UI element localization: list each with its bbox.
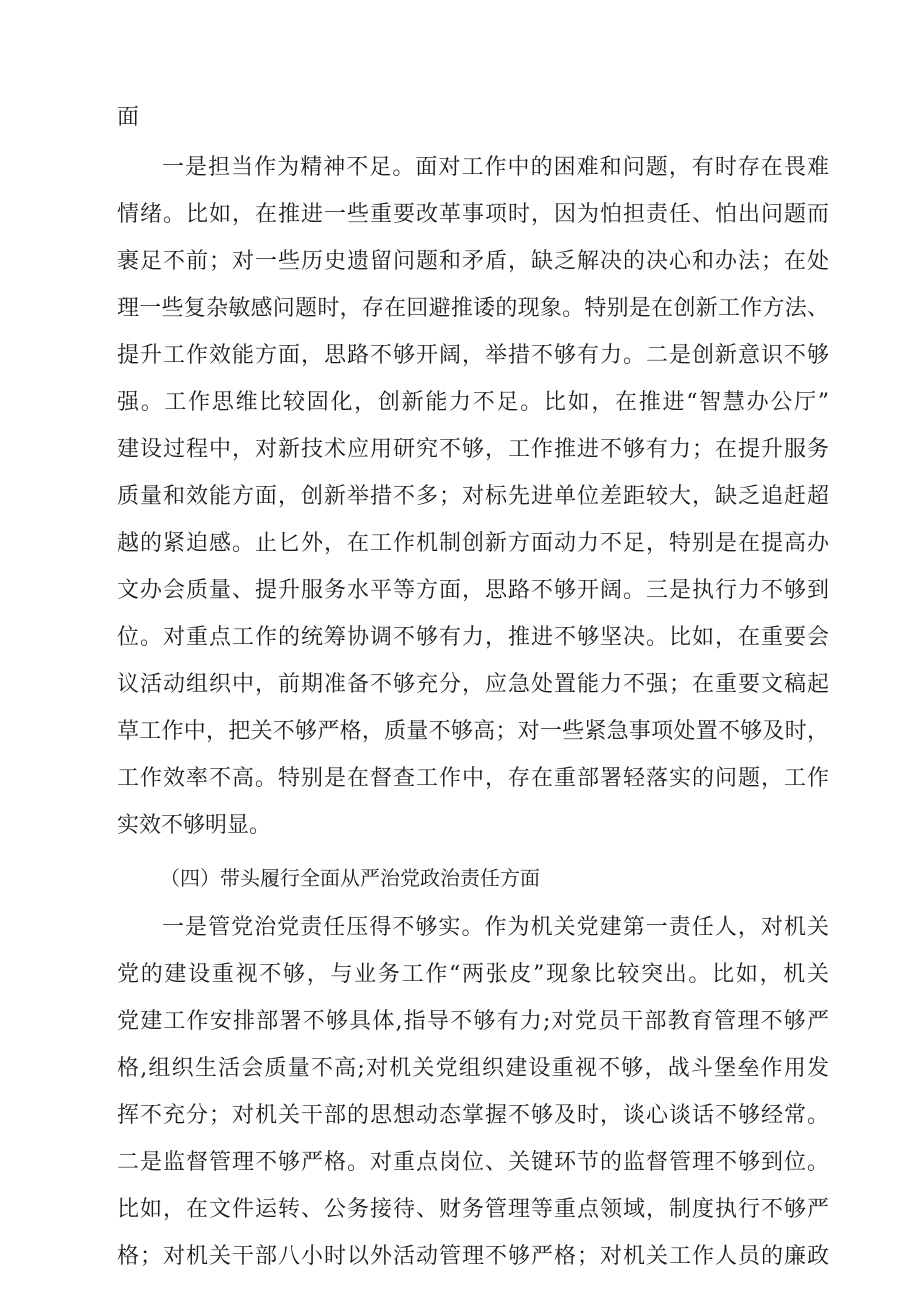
paragraph-line-8: 建设过程中，对新技术应用研究不够，工作推进不够有力；在提升服务 (117, 437, 829, 462)
paragraph-line-12: 位。对重点工作的统筹协调不够有力，推进不够坚决。比如，在重要会 (117, 625, 829, 650)
paragraph-line-15: 工作效率不高。特别是在督查工作中，存在重部署轻落实的问题，工作 (117, 766, 829, 791)
paragraph-line-25: 格；对机关干部八小时以外活动管理不够严格；对机关工作人员的廉政 (117, 1244, 829, 1269)
paragraph-line-16: 实效不够明显。 (117, 813, 272, 838)
paragraph-line-3: 情绪。比如，在推进一些重要改革事项时，因为怕担责任、怕出问题而 (117, 202, 829, 227)
paragraph-line-20: 党建工作安排部署不够具体,指导不够有力;对党员干部教育管理不够严 (117, 1009, 829, 1034)
paragraph-line-6: 提升工作效能方面，思路不够开阔，举措不够有力。二是创新意识不够 (117, 343, 829, 368)
section-heading: （四）带头履行全面从严治党政治责任方面 (160, 866, 540, 890)
paragraph-line-19: 党的建设重视不够，与业务工作“两张皮”现象比较突出。比如，机关 (117, 962, 829, 987)
text-line-1: 面 (117, 105, 140, 130)
paragraph-line-2: 一是担当作为精神不足。面对工作中的困难和问题，有时存在畏难 (162, 155, 829, 180)
paragraph-line-7: 强。工作思维比较固化，创新能力不足。比如，在推进“智慧办公厅” (117, 390, 829, 415)
paragraph-line-24: 比如，在文件运转、公务接待、财务管理等重点领域，制度执行不够严 (117, 1197, 829, 1222)
paragraph-line-5: 理一些复杂敏感问题时，存在回避推诿的现象。特别是在创新工作方法、 (117, 296, 829, 321)
paragraph-line-23: 二是监督管理不够严格。对重点岗位、关键环节的监督管理不够到位。 (117, 1150, 829, 1175)
paragraph-line-21: 格,组织生活会质量不高;对机关党组织建设重视不够，战斗堡垒作用发 (117, 1056, 829, 1081)
paragraph-line-9: 质量和效能方面，创新举措不多；对标先进单位差距较大，缺乏追赶超 (117, 484, 829, 509)
paragraph-line-18: 一是管党治党责任压得不够实。作为机关党建第一责任人，对机关 (162, 915, 829, 940)
paragraph-line-13: 议活动组织中，前期准备不够充分，应急处置能力不强；在重要文稿起 (117, 672, 829, 697)
paragraph-line-4: 裹足不前；对一些历史遗留问题和矛盾，缺乏解决的决心和办法；在处 (117, 249, 829, 274)
paragraph-line-10: 越的紧迫感。止匕外，在工作机制创新方面动力不足，特别是在提高办 (117, 531, 829, 556)
paragraph-line-14: 草工作中，把关不够严格，质量不够高；对一些紧急事项处置不够及时， (117, 719, 829, 744)
paragraph-line-11: 文办会质量、提升服务水平等方面，思路不够开阔。三是执行力不够到 (117, 578, 829, 603)
paragraph-line-22: 挥不充分；对机关干部的思想动态掌握不够及时，谈心谈话不够经常。 (117, 1103, 829, 1128)
